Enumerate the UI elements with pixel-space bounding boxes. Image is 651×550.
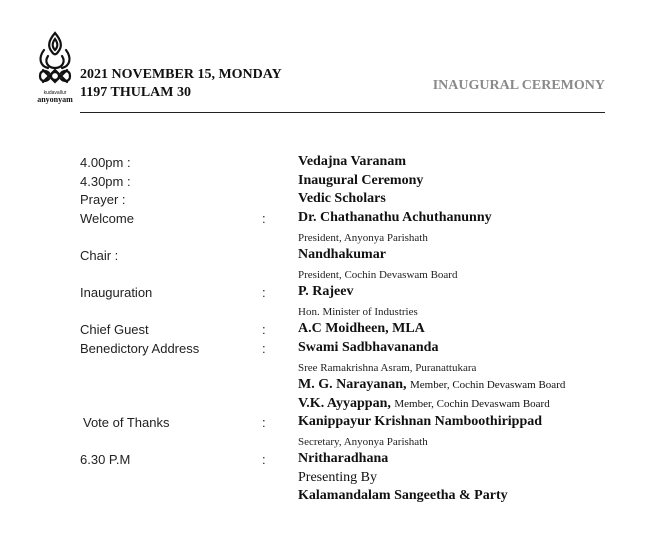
program-role-label: Benedictory Address — [80, 341, 200, 356]
presenting-by-label: Presenting By — [298, 470, 377, 485]
member-entry — [298, 396, 550, 412]
speaker-name: A.C Moidheen, MLA — [298, 321, 425, 336]
program-item: Vedajna Varanam — [298, 154, 407, 169]
member-name: V.K. Ayyappan, — [298, 396, 391, 411]
separator-colon: : — [262, 415, 266, 430]
program-role-label: Vote of Thanks — [83, 415, 170, 430]
program-time-label: 4.00pm : — [80, 155, 131, 170]
speaker-name: P. Rajeev — [298, 284, 354, 299]
member-role: Member, Cochin Devaswam Board — [394, 398, 550, 410]
logo-caption-top: kudavallur — [43, 90, 67, 96]
section-title: INAUGURAL CEREMONY — [432, 78, 605, 93]
program-item: Vedic Scholars — [298, 191, 386, 206]
separator-colon: : — [262, 211, 266, 226]
speaker-designation: President, Anyonya Parishath — [298, 232, 428, 244]
program-role-label: Chief Guest — [80, 322, 149, 337]
program-role-label: Chair : — [80, 248, 119, 263]
separator-colon: : — [262, 285, 266, 300]
speaker-name: Swami Sadbhavananda — [298, 340, 439, 355]
speaker-name: Dr. Chathanathu Achuthanunny — [298, 210, 492, 225]
member-role: Member, Cochin Devaswam Board — [410, 379, 566, 391]
speaker-designation: President, Cochin Devaswam Board — [298, 269, 458, 281]
speaker-name: Nandhakumar — [298, 247, 386, 262]
logo-caption-bottom: anyonyam — [37, 95, 73, 104]
program-item: Nritharadhana — [298, 451, 389, 466]
logo — [30, 30, 80, 102]
separator-colon: : — [262, 452, 266, 467]
member-name: M. G. Narayanan, — [298, 377, 407, 392]
speaker-designation: Hon. Minister of Industries — [298, 306, 418, 318]
speaker-designation: Secretary, Anyonya Parishath — [298, 436, 428, 448]
program-time-label: 4.30pm : — [80, 174, 131, 189]
program-time-label: 6.30 P.M — [80, 452, 131, 467]
performer-name: Kalamandalam Sangeetha & Party — [298, 488, 508, 503]
program-item: Inaugural Ceremony — [298, 173, 424, 188]
member-entry — [298, 377, 565, 393]
lamp-flame-emblem-icon — [30, 30, 80, 90]
malayalam-date: 1197 THULAM 30 — [80, 85, 191, 100]
program-role-label: Welcome — [80, 211, 134, 226]
separator-colon: : — [262, 341, 266, 356]
event-date: 2021 NOVEMBER 15, MONDAY — [80, 67, 282, 82]
speaker-name: Kanippayur Krishnan Namboothirippad — [298, 414, 543, 429]
speaker-designation: Sree Ramakrishna Asram, Puranattukara — [298, 362, 477, 374]
separator-colon: : — [262, 322, 266, 337]
program-role-label: Prayer : — [80, 192, 126, 207]
header-divider — [80, 112, 605, 113]
program-role-label: Inauguration — [80, 285, 153, 300]
